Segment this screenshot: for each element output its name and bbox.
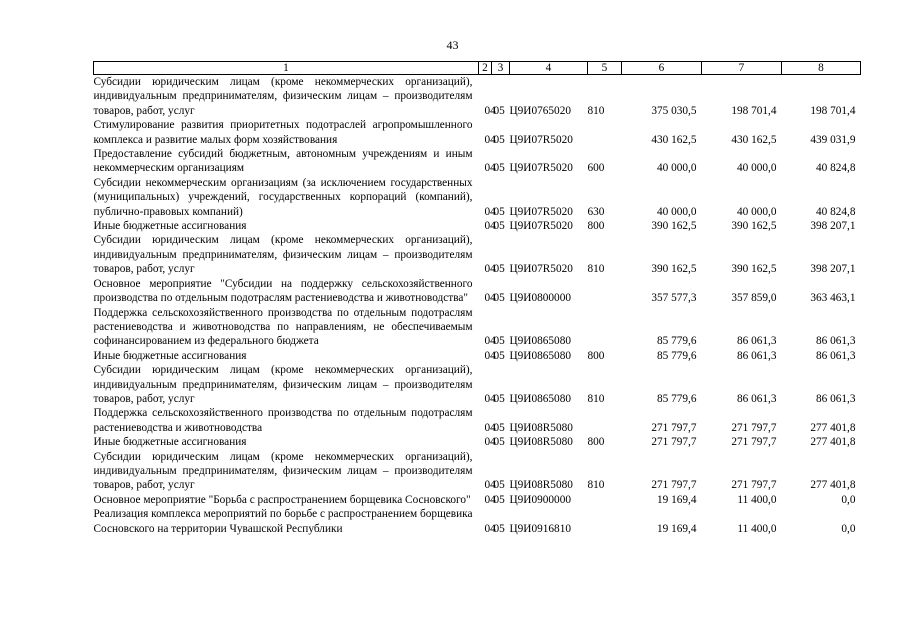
cell-section: 04 — [484, 479, 496, 492]
cell-section: 04 — [484, 421, 496, 434]
cell-amount-year-1: 390 162,5 — [651, 263, 697, 276]
cell-amount-year-3: 0,0 — [841, 522, 856, 535]
cell-expense-type: 810 — [587, 263, 605, 276]
cell-expense-type: 810 — [587, 104, 605, 117]
cell-amount-year-1: 85 779,6 — [656, 392, 697, 405]
column-header-3: 3 — [492, 62, 510, 75]
cell-amount-year-1: 40 000,0 — [656, 205, 697, 218]
row-name: Иные бюджетные ассигнования — [93, 220, 247, 233]
cell-target-article: Ц9И0865080 — [509, 349, 572, 362]
table-row — [94, 450, 861, 493]
column-header-5: 5 — [588, 62, 622, 75]
column-header-4: 4 — [510, 62, 588, 75]
row-name: Стимулирование развития приоритетных подотраслей агропромышленного комплекса и развитие малых форм хозяйствования — [93, 119, 473, 146]
table-row — [94, 493, 861, 507]
cell-amount-year-1: 375 030,5 — [651, 104, 697, 117]
cell-subsection: 05 — [493, 479, 505, 492]
table-header-row — [94, 62, 861, 75]
cell-amount-year-3: 363 463,1 — [810, 292, 856, 305]
cell-expense-type — [588, 507, 622, 536]
cell-amount-year-2: 390 162,5 — [731, 220, 777, 233]
cell-subsection: 05 — [493, 493, 505, 506]
cell-amount-year-3: 398 207,1 — [810, 263, 856, 276]
cell-amount-year-1: 430 162,5 — [651, 133, 697, 146]
row-name: Реализация комплекса мероприятий по борьбе с распространением борщевика Сосновского на территории Чувашской Республики — [93, 508, 473, 535]
table-row — [94, 507, 861, 536]
table-row — [94, 118, 861, 147]
cell-target-article: Ц9И08R5080 — [509, 421, 573, 434]
row-name: Субсидии юридическим лицам (кроме некоммерческих организаций), индивидуальным предпринимателям, физическим лицам – производителям товаров, работ, услуг — [93, 76, 473, 117]
table-body — [94, 75, 861, 537]
cell-subsection: 05 — [493, 522, 505, 535]
row-name: Субсидии некоммерческим организациям (за исключением государственных (муниципальных) учреждений, государственных корпораций (компаний), публично-правовых компаний) — [93, 176, 473, 218]
cell-amount-year-2: 11 400,0 — [737, 522, 777, 535]
row-name: Субсидии юридическим лицам (кроме некоммерческих организаций), индивидуальным предпринимателям, физическим лицам – производителям товаров, работ, услуг — [93, 450, 473, 492]
row-name: Иные бюджетные ассигнования — [93, 349, 247, 362]
cell-subsection: 05 — [493, 263, 505, 276]
cell-amount-year-1: 19 169,4 — [656, 493, 697, 506]
row-name: Поддержка сельскохозяйственного производства по отдельным подотраслям растениеводства и животноводства по направлениям, не обеспечиваемым софинансированием из федерального бюджета — [93, 306, 473, 348]
cell-section: 04 — [484, 349, 496, 362]
cell-target-article: Ц9И08R5080 — [509, 436, 573, 449]
cell-expense-type — [588, 118, 622, 147]
cell-section: 04 — [484, 263, 496, 276]
row-name: Основное мероприятие "Борьба с распространением борщевика Сосновского" — [93, 493, 471, 506]
cell-amount-year-2: 86 061,3 — [736, 335, 777, 348]
row-name: Иные бюджетные ассигнования — [93, 436, 247, 449]
cell-amount-year-3: 86 061,3 — [815, 335, 856, 348]
cell-subsection: 05 — [493, 392, 505, 405]
cell-amount-year-1: 85 779,6 — [656, 335, 697, 348]
cell-expense-type: 800 — [587, 436, 605, 449]
column-header-2: 2 — [479, 62, 492, 75]
cell-amount-year-2: 271 797,7 — [731, 421, 777, 434]
cell-section: 04 — [484, 104, 496, 117]
cell-amount-year-2: 430 162,5 — [731, 133, 777, 146]
cell-target-article: Ц9И07R5020 — [509, 220, 573, 233]
cell-amount-year-3: 277 401,8 — [810, 421, 856, 434]
cell-subsection: 05 — [493, 104, 505, 117]
cell-section: 04 — [484, 392, 496, 405]
cell-amount-year-3: 86 061,3 — [815, 392, 856, 405]
cell-section: 04 — [484, 205, 496, 218]
cell-amount-year-2: 40 000,0 — [736, 205, 777, 218]
column-header-8: 8 — [782, 62, 861, 75]
cell-target-article: Ц9И0865080 — [509, 335, 572, 348]
cell-target-article: Ц9И08R5080 — [509, 479, 573, 492]
cell-target-article: Ц9И07R5020 — [509, 263, 573, 276]
cell-amount-year-2: 271 797,7 — [731, 479, 777, 492]
cell-amount-year-2: 271 797,7 — [731, 436, 777, 449]
cell-subsection: 05 — [493, 220, 505, 233]
table-row — [94, 435, 861, 449]
cell-expense-type: 800 — [587, 220, 605, 233]
row-name: Основное мероприятие "Субсидии на поддержку сельскохозяйственного производства по отдельным подотраслям растениеводства и животноводства" — [93, 277, 473, 305]
cell-amount-year-3: 277 401,8 — [810, 479, 856, 492]
cell-amount-year-3: 398 207,1 — [810, 220, 856, 233]
table-row — [94, 277, 861, 306]
table-row — [94, 363, 861, 406]
cell-subsection: 05 — [493, 335, 505, 348]
cell-amount-year-3: 40 824,8 — [815, 162, 856, 175]
cell-expense-type: 630 — [587, 205, 605, 218]
row-name: Субсидии юридическим лицам (кроме некоммерческих организаций), индивидуальным предпринимателям, физическим лицам – производителям товаров, работ, услуг — [93, 364, 473, 405]
cell-amount-year-3: 198 701,4 — [810, 104, 856, 117]
cell-amount-year-1: 390 162,5 — [651, 220, 697, 233]
table-row — [94, 219, 861, 233]
page-number: 43 — [446, 38, 459, 52]
cell-section: 04 — [484, 220, 496, 233]
cell-amount-year-1: 271 797,7 — [651, 479, 697, 492]
cell-amount-year-3: 86 061,3 — [815, 349, 856, 362]
cell-target-article: Ц9И0916810 — [509, 522, 572, 535]
table-row — [94, 147, 861, 176]
cell-target-article: Ц9И07R5020 — [509, 133, 573, 146]
cell-amount-year-2: 357 859,0 — [731, 292, 777, 305]
cell-amount-year-3: 277 401,8 — [810, 436, 856, 449]
cell-amount-year-1: 357 577,3 — [651, 292, 697, 305]
cell-subsection: 05 — [493, 205, 505, 218]
cell-amount-year-3: 439 031,9 — [810, 133, 856, 146]
column-header-7: 7 — [702, 62, 782, 75]
cell-target-article: Ц9И07R5020 — [509, 205, 573, 218]
cell-target-article: Ц9И07R5020 — [509, 162, 573, 175]
column-header-1: 1 — [94, 62, 479, 75]
cell-amount-year-2: 390 162,5 — [731, 263, 777, 276]
cell-amount-year-2: 198 701,4 — [731, 104, 777, 117]
cell-amount-year-2: 86 061,3 — [736, 392, 777, 405]
cell-amount-year-1: 40 000,0 — [656, 162, 697, 175]
cell-expense-type: 810 — [587, 392, 605, 405]
cell-subsection: 05 — [493, 436, 505, 449]
column-header-6: 6 — [622, 62, 702, 75]
row-name: Предоставление субсидий бюджетным, автономным учреждениям и иным некоммерческим организациям — [93, 148, 473, 175]
table-row — [94, 349, 861, 363]
cell-subsection: 05 — [493, 349, 505, 362]
cell-amount-year-1: 19 169,4 — [656, 522, 697, 535]
table-row — [94, 306, 861, 349]
cell-section: 04 — [484, 335, 496, 348]
cell-target-article: Ц9И0900000 — [509, 493, 572, 506]
cell-section: 04 — [484, 522, 496, 535]
cell-expense-type: 800 — [587, 349, 605, 362]
cell-expense-type — [588, 493, 622, 507]
cell-amount-year-3: 0,0 — [841, 493, 856, 506]
cell-expense-type — [588, 406, 622, 435]
cell-expense-type: 810 — [587, 479, 605, 492]
cell-section: 04 — [484, 162, 496, 175]
budget-table — [93, 61, 861, 536]
cell-amount-year-2: 40 000,0 — [736, 162, 777, 175]
cell-amount-year-3: 40 824,8 — [815, 205, 856, 218]
cell-expense-type — [588, 277, 622, 306]
cell-target-article: Ц9И0800000 — [509, 292, 572, 305]
cell-section: 04 — [484, 292, 496, 305]
cell-section: 04 — [484, 133, 496, 146]
cell-expense-type — [588, 306, 622, 349]
cell-section: 04 — [484, 493, 496, 506]
table-row — [94, 406, 861, 435]
cell-amount-year-1: 271 797,7 — [651, 421, 697, 434]
row-name: Поддержка сельскохозяйственного производства по отдельным подотраслям растениеводства и животноводства — [93, 407, 473, 434]
cell-expense-type: 600 — [587, 162, 605, 175]
cell-target-article: Ц9И0865080 — [509, 392, 572, 405]
cell-amount-year-1: 271 797,7 — [651, 436, 697, 449]
table-row — [94, 75, 861, 119]
cell-subsection: 05 — [493, 292, 505, 305]
table-row — [94, 176, 861, 219]
cell-subsection: 05 — [493, 162, 505, 175]
cell-section: 04 — [484, 436, 496, 449]
cell-subsection: 05 — [493, 133, 505, 146]
cell-subsection: 05 — [493, 421, 505, 434]
cell-amount-year-2: 11 400,0 — [737, 493, 777, 506]
cell-amount-year-2: 86 061,3 — [736, 349, 777, 362]
table-row — [94, 233, 861, 276]
row-name: Субсидии юридическим лицам (кроме некоммерческих организаций), индивидуальным предпринимателям, физическим лицам – производителям товаров, работ, услуг — [93, 234, 473, 276]
cell-amount-year-1: 85 779,6 — [656, 349, 697, 362]
cell-target-article: Ц9И0765020 — [509, 104, 572, 117]
